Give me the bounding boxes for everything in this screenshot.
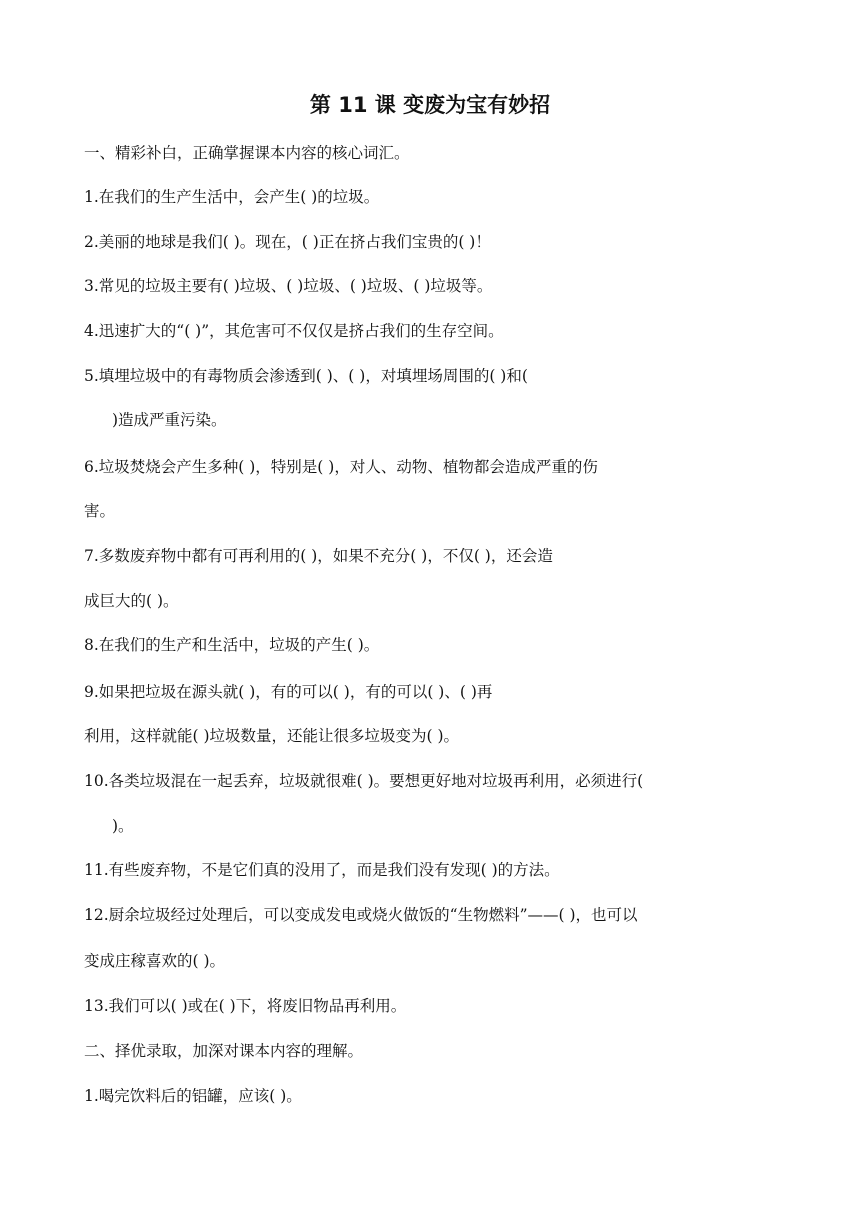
question-line: 7.多数废弃物中都有可再利用的( )，如果不充分( )，不仅( )，还会造 (84, 547, 553, 565)
question-line: 9.如果把垃圾在源头就( )，有的可以( )，有的可以( )、( )再 (84, 683, 493, 701)
question-line: 3.常见的垃圾主要有( )垃圾、( )垃圾、( )垃圾、( )垃圾等。 (84, 277, 493, 295)
question-continuation: )。 (112, 817, 134, 835)
question-line: 12.厨余垃圾经过处理后，可以变成发电或烧火做饭的“生物燃料”——( )，也可以 (84, 906, 638, 924)
question-line: 6.垃圾焚烧会产生多种( )，特别是( )，对人、动物、植物都会造成严重的伤 (84, 458, 598, 476)
question-line: 8.在我们的生产和生活中，垃圾的产生( )。 (84, 636, 380, 654)
question-continuation: 利用，这样就能( )垃圾数量，还能让很多垃圾变为( )。 (84, 727, 460, 745)
page-title: 第 11 课 变废为宝有妙招 (309, 93, 551, 117)
question-continuation: 成巨大的( )。 (84, 592, 179, 610)
question-continuation: 变成庄稼喜欢的( )。 (84, 952, 226, 970)
question-line: 11.有些废弃物，不是它们真的没用了，而是我们没有发现( )的方法。 (84, 861, 560, 879)
question-line: 4.迅速扩大的“( )”，其危害可不仅仅是挤占我们的生存空间。 (84, 322, 504, 340)
question-continuation: )造成严重污染。 (112, 411, 227, 429)
section-heading-2: 二、择优录取，加深对课本内容的理解。 (84, 1042, 364, 1060)
question-line: 13.我们可以( )或在( )下，将废旧物品再利用。 (84, 997, 407, 1015)
question-line: 1.喝完饮料后的铝罐，应该( )。 (84, 1087, 302, 1105)
question-continuation: 害。 (84, 502, 116, 520)
section-heading-1: 一、精彩补白，正确掌握课本内容的核心词汇。 (84, 144, 410, 162)
question-line: 5.填埋垃圾中的有毒物质会渗透到( )、( )，对填埋场周围的( )和( (84, 367, 528, 385)
question-line: 2.美丽的地球是我们( )。现在，( )正在挤占我们宝贵的( )！ (84, 233, 491, 251)
question-line: 10.各类垃圾混在一起丢弃，垃圾就很难( )。要想更好地对垃圾再利用，必须进行( (84, 772, 644, 790)
question-line: 1.在我们的生产生活中，会产生( )的垃圾。 (84, 188, 380, 206)
